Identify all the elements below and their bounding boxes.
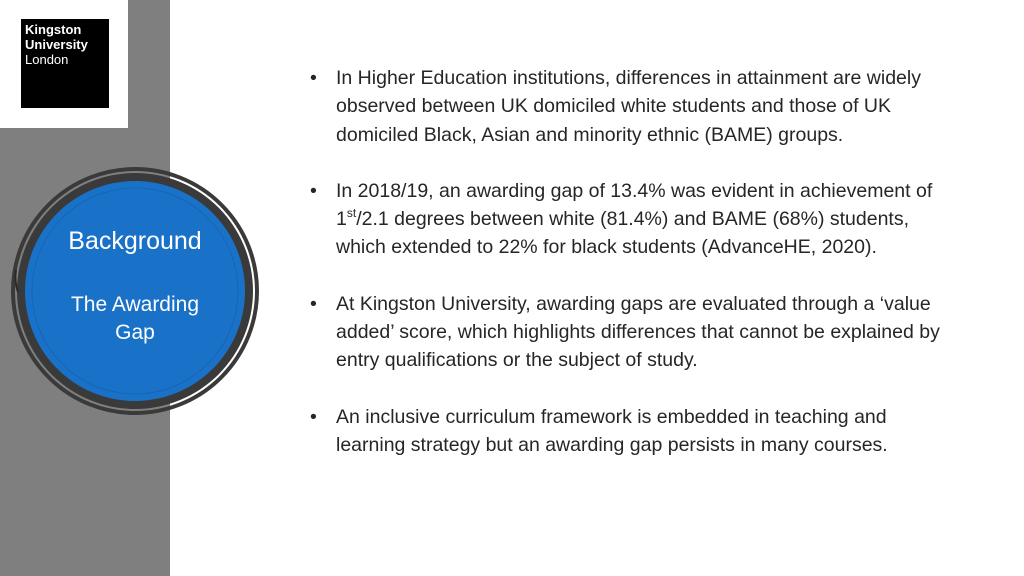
bullet-text-part2: /2.1 degrees between white (81.4%) and BAME (68%) students, which extended to 22% for black students (AdvanceHE, 2020). [336,208,910,259]
bullet-item [310,177,960,262]
section-subheading: The Awarding Gap [70,293,200,344]
kingston-university-logo [21,19,109,108]
bullet-text: An inclusive curriculum framework is embedded in teaching and learning strategy but an awarding gap persists in many courses. [336,405,888,456]
bullet-text: At Kingston University, awarding gaps are evaluated through a ‘value added’ score, which highlights differences that cannot be explained by entry qualifications or the subject of study. [336,292,940,372]
bullet-dot: • [310,405,317,428]
logo-panel [0,0,128,128]
section-heading: Background [68,227,202,255]
bullet-text-part1: In 2018/19, an awarding gap of 13.4% was evident in achievement of 1 [336,179,933,231]
bullet-item [310,64,960,149]
bullet-dot: • [310,179,317,202]
bullet-item [310,290,960,375]
logo-line-2: University [25,37,88,52]
logo-line-1: Kingston [25,22,82,37]
bullet-dot: • [310,67,317,89]
bullet-text: In Higher Education institutions, differences in attainment are widely observed between UK domiciled white students and those of UK domiciled Black, Asian and minority ethnic (BAME) groups. [336,67,921,146]
bullet-superscript: st [346,206,357,221]
section-label [10,166,260,416]
bullet-item [310,403,960,460]
logo-line-3: London [25,52,69,67]
bullet-list [310,64,960,487]
bullet-dot: • [310,292,317,315]
